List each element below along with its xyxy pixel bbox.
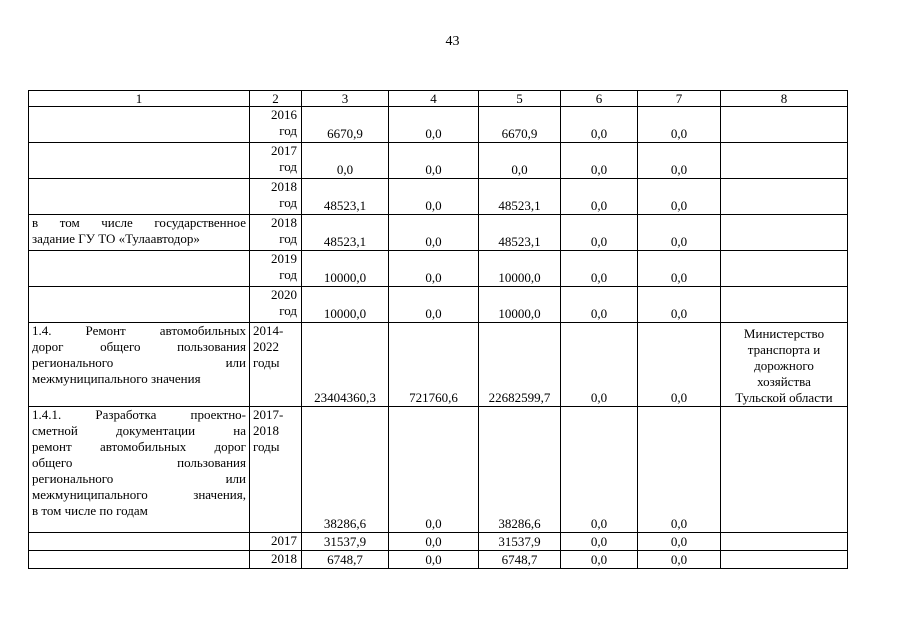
value-cell-c3: 31537,9 xyxy=(302,533,389,551)
value-cell-c3: 6670,9 xyxy=(302,107,389,143)
table-row xyxy=(29,143,848,179)
value-cell-c7: 0,0 xyxy=(638,107,721,143)
period-cell xyxy=(250,143,302,179)
header-cell: 3 xyxy=(302,91,389,107)
header-cell: 5 xyxy=(479,91,561,107)
value-cell-c5: 22682599,7 xyxy=(479,323,561,407)
value-cell-c5: 10000,0 xyxy=(479,251,561,287)
period-line: 2017 xyxy=(271,143,297,158)
description-cell xyxy=(29,179,250,215)
description-line: общего пользования xyxy=(32,455,246,470)
period-line: 2017 xyxy=(271,533,297,548)
description-cell xyxy=(29,287,250,323)
description-line: 1.4. Ремонт автомобильных xyxy=(32,323,246,338)
value-cell-c4: 0,0 xyxy=(389,551,479,569)
responsible-line: хозяйства xyxy=(757,374,811,389)
period-cell xyxy=(250,287,302,323)
description-cell xyxy=(29,551,250,569)
value-cell-c4: 0,0 xyxy=(389,251,479,287)
period-line: год xyxy=(279,267,297,282)
description-line: ремонт автомобильных дорог xyxy=(32,439,246,454)
description-cell xyxy=(29,107,250,143)
value-cell-c4: 0,0 xyxy=(389,215,479,251)
responsible-cell xyxy=(721,143,848,179)
header-cell: 7 xyxy=(638,91,721,107)
value-cell-c7: 0,0 xyxy=(638,323,721,407)
description-cell xyxy=(29,251,250,287)
description-line: регионального или xyxy=(32,355,246,370)
header-cell: 4 xyxy=(389,91,479,107)
period-cell xyxy=(250,551,302,569)
description-cell xyxy=(29,143,250,179)
period-line: год xyxy=(279,159,297,174)
period-cell xyxy=(250,407,302,533)
value-cell-c6: 0,0 xyxy=(561,179,638,215)
value-cell-c4: 0,0 xyxy=(389,533,479,551)
value-cell-c3: 0,0 xyxy=(302,143,389,179)
table-row xyxy=(29,551,848,569)
value-cell-c3: 48523,1 xyxy=(302,215,389,251)
period-cell xyxy=(250,251,302,287)
table-row xyxy=(29,251,848,287)
value-cell-c6: 0,0 xyxy=(561,533,638,551)
value-cell-c7: 0,0 xyxy=(638,551,721,569)
value-cell-c3: 23404360,3 xyxy=(302,323,389,407)
value-cell-c5: 10000,0 xyxy=(479,287,561,323)
description-line: в том числе по годам xyxy=(32,503,148,518)
table-row xyxy=(29,407,848,533)
responsible-cell xyxy=(721,323,848,407)
value-cell-c3: 10000,0 xyxy=(302,287,389,323)
table-row xyxy=(29,107,848,143)
responsible-line: Министерство xyxy=(743,326,825,341)
responsible-cell xyxy=(721,287,848,323)
period-line: год xyxy=(279,303,297,318)
description-line: задание ГУ ТО «Тулаавтодор» xyxy=(32,231,200,246)
value-cell-c7: 0,0 xyxy=(638,179,721,215)
responsible-line: дорожного xyxy=(754,358,814,373)
value-cell-c6: 0,0 xyxy=(561,107,638,143)
table-row xyxy=(29,179,848,215)
period-line: 2014- xyxy=(253,323,284,338)
value-cell-c5: 48523,1 xyxy=(479,215,561,251)
responsible-cell xyxy=(721,251,848,287)
header-cell: 6 xyxy=(561,91,638,107)
period-line: год xyxy=(279,195,297,210)
budget-table xyxy=(28,90,848,569)
table-header-row xyxy=(29,91,848,107)
description-line: в том числе государственное xyxy=(32,215,246,230)
responsible-cell xyxy=(721,551,848,569)
responsible-cell xyxy=(721,533,848,551)
value-cell-c6: 0,0 xyxy=(561,551,638,569)
responsible-cell xyxy=(721,407,848,533)
period-line: 2018 xyxy=(271,551,297,566)
value-cell-c6: 0,0 xyxy=(561,143,638,179)
period-line: 2018 xyxy=(271,215,297,230)
value-cell-c5: 38286,6 xyxy=(479,407,561,533)
value-cell-c5: 31537,9 xyxy=(479,533,561,551)
value-cell-c5: 6748,7 xyxy=(479,551,561,569)
table-row xyxy=(29,215,848,251)
header-cell: 2 xyxy=(250,91,302,107)
period-cell xyxy=(250,533,302,551)
header-cell: 8 xyxy=(721,91,848,107)
period-line: 2018 xyxy=(253,423,279,438)
value-cell-c7: 0,0 xyxy=(638,287,721,323)
responsible-line: Тульской области xyxy=(735,390,833,405)
table-row xyxy=(29,323,848,407)
page-number: 43 xyxy=(445,34,460,49)
period-line: 2017- xyxy=(253,407,284,422)
period-line: 2016 xyxy=(271,107,297,122)
description-line: межмуниципального значения, xyxy=(32,487,246,502)
period-cell xyxy=(250,107,302,143)
value-cell-c7: 0,0 xyxy=(638,143,721,179)
description-line: сметной документации на xyxy=(32,423,246,438)
value-cell-c6: 0,0 xyxy=(561,323,638,407)
period-line: годы xyxy=(253,355,280,370)
value-cell-c7: 0,0 xyxy=(638,407,721,533)
description-line: дорог общего пользования xyxy=(32,339,246,354)
table-row xyxy=(29,533,848,551)
value-cell-c6: 0,0 xyxy=(561,215,638,251)
table-row xyxy=(29,287,848,323)
period-cell xyxy=(250,179,302,215)
period-line: 2022 xyxy=(253,339,279,354)
value-cell-c6: 0,0 xyxy=(561,251,638,287)
value-cell-c6: 0,0 xyxy=(561,407,638,533)
responsible-cell xyxy=(721,179,848,215)
value-cell-c4: 0,0 xyxy=(389,287,479,323)
value-cell-c4: 0,0 xyxy=(389,179,479,215)
value-cell-c3: 38286,6 xyxy=(302,407,389,533)
value-cell-c5: 48523,1 xyxy=(479,179,561,215)
header-cell: 1 xyxy=(29,91,250,107)
description-line: 1.4.1. Разработка проектно- xyxy=(32,407,246,422)
description-cell xyxy=(29,533,250,551)
responsible-line: транспорта и xyxy=(747,342,821,357)
value-cell-c7: 0,0 xyxy=(638,533,721,551)
period-line: 2019 xyxy=(271,251,297,266)
value-cell-c4: 0,0 xyxy=(389,143,479,179)
value-cell-c5: 6670,9 xyxy=(479,107,561,143)
period-cell xyxy=(250,215,302,251)
period-cell xyxy=(250,323,302,407)
responsible-cell xyxy=(721,215,848,251)
description-line: межмуниципального значения xyxy=(32,371,201,386)
period-line: 2018 xyxy=(271,179,297,194)
period-line: год xyxy=(279,231,297,246)
period-line: годы xyxy=(253,439,280,454)
description-cell xyxy=(29,215,250,251)
value-cell-c4: 721760,6 xyxy=(389,323,479,407)
responsible-cell xyxy=(721,107,848,143)
value-cell-c3: 10000,0 xyxy=(302,251,389,287)
value-cell-c3: 48523,1 xyxy=(302,179,389,215)
description-cell xyxy=(29,323,250,407)
value-cell-c7: 0,0 xyxy=(638,215,721,251)
value-cell-c5: 0,0 xyxy=(479,143,561,179)
value-cell-c4: 0,0 xyxy=(389,407,479,533)
period-line: 2020 xyxy=(271,287,297,302)
value-cell-c7: 0,0 xyxy=(638,251,721,287)
value-cell-c4: 0,0 xyxy=(389,107,479,143)
description-line: регионального или xyxy=(32,471,246,486)
description-cell xyxy=(29,407,250,533)
value-cell-c6: 0,0 xyxy=(561,287,638,323)
value-cell-c3: 6748,7 xyxy=(302,551,389,569)
period-line: год xyxy=(279,123,297,138)
